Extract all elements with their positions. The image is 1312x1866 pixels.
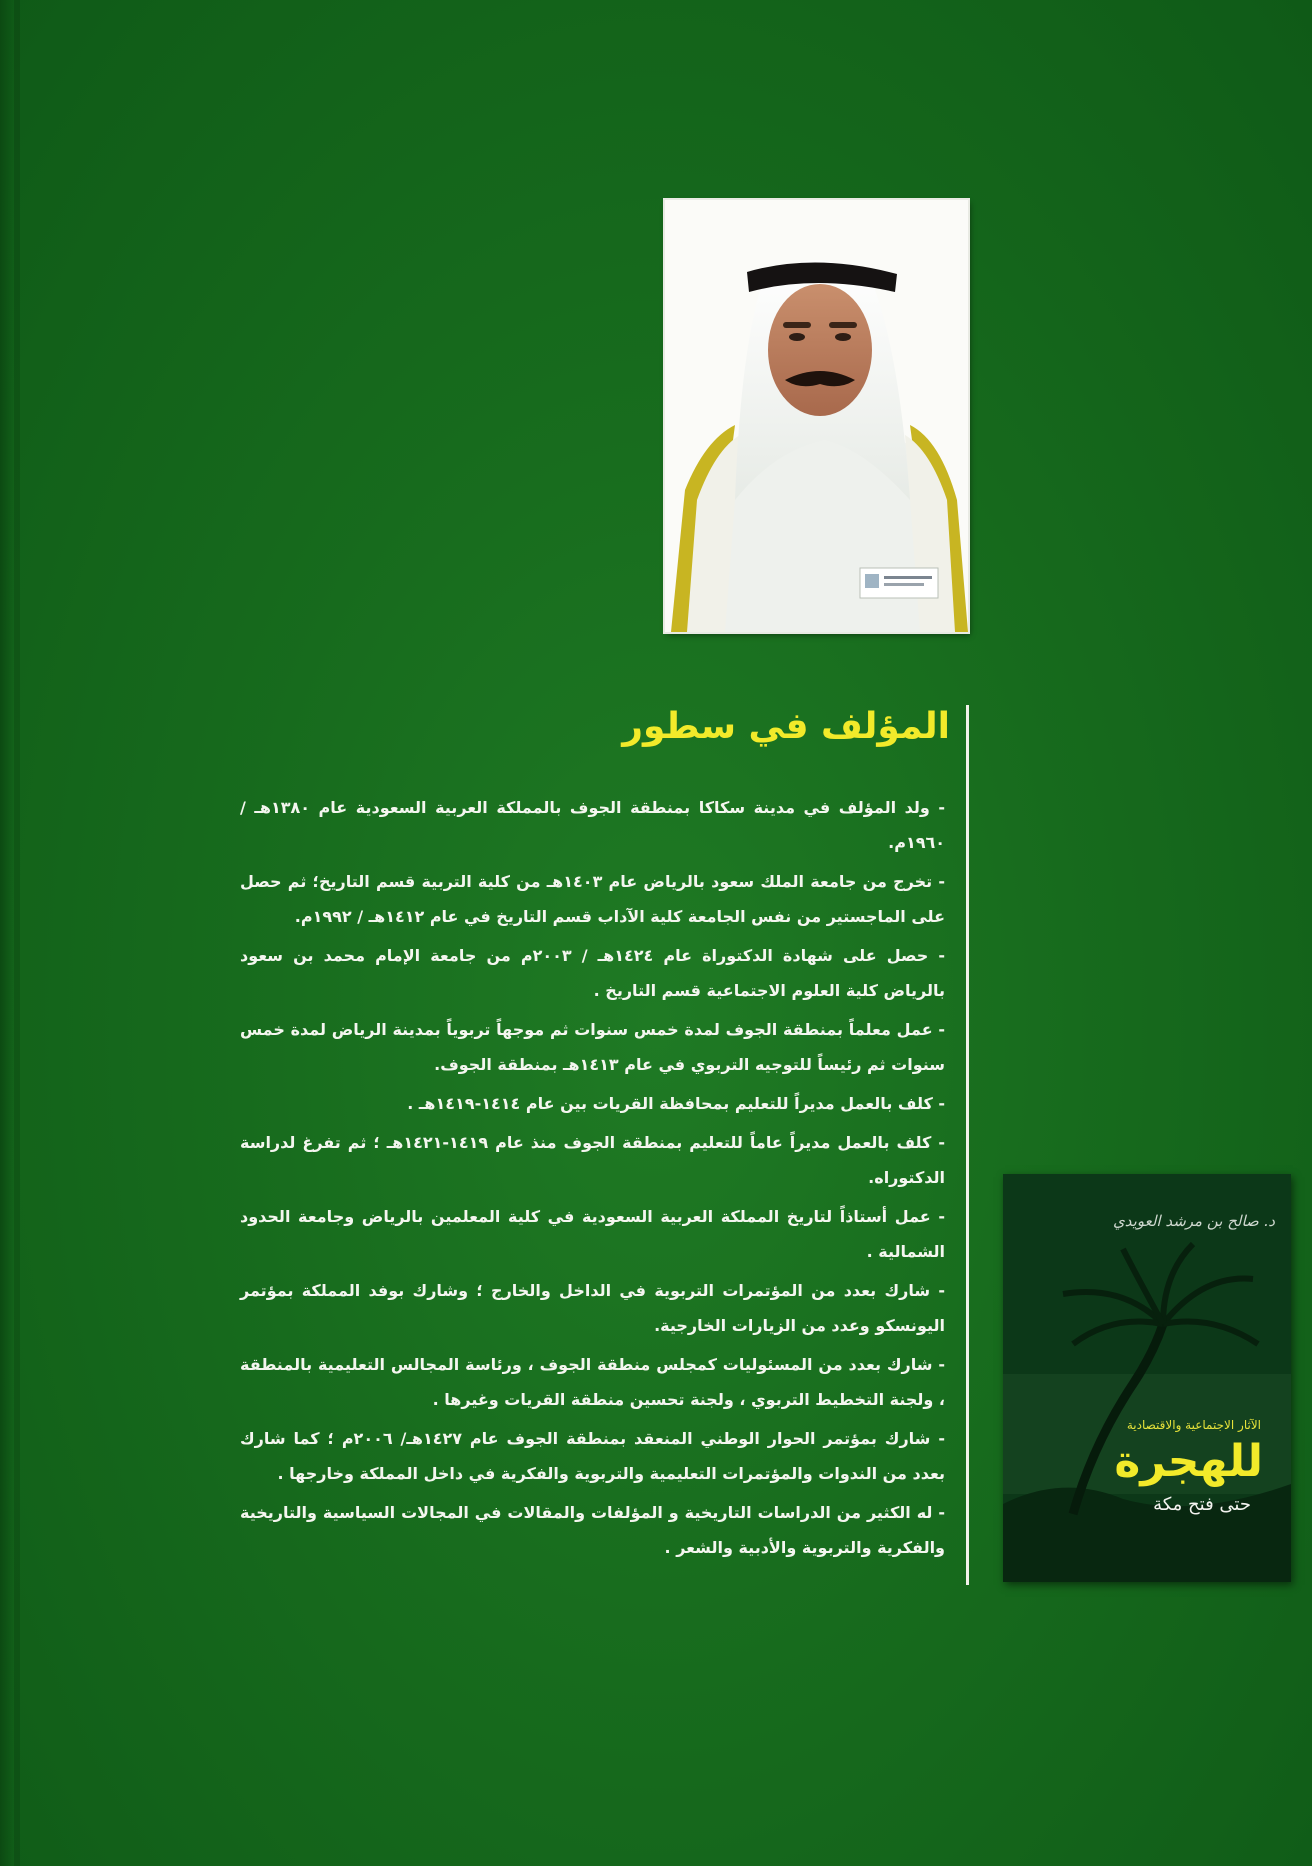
book-thumbnail bbox=[1003, 1174, 1291, 1582]
bio-item: - تخرج من جامعة الملك سعود بالرياض عام ١٤٠٣هـ من كلية التربية قسم التاريخ؛ ثم حصل على الماجستير من نفس الجامعة كلية الآداب قسم التاريخ في عام ١٤١٢هـ / ١٩٩٢م. bbox=[240, 872, 946, 926]
book-title: للهجرة bbox=[1114, 1436, 1263, 1487]
bio-item: - كلف بالعمل مديراً عاماً للتعليم بمنطقة الجوف منذ عام ١٤١٩-١٤٢١هـ ؛ ثم تفرغ لدراسة الدكتوراه. bbox=[240, 1133, 945, 1187]
spine-shadow bbox=[14, 0, 20, 1866]
bio-item: - له الكثير من الدراسات التاريخية و المؤلفات والمقالات في المجالات السياسية والتاريخية والفكرية والتربوية والأدبية والشعر . bbox=[240, 1503, 945, 1557]
cover-edge bbox=[0, 0, 14, 1866]
author-portrait-illustration bbox=[665, 200, 968, 632]
bio-item: - شارك بعدد من المسئوليات كمجلس منطقة الجوف ، ورئاسة المجالس التعليمية بالمنطقة ، ولجنة التخطيط التربوي ، ولجنة تحسين منطقة القريات وغيرها . bbox=[240, 1355, 945, 1409]
book-tagline: حتى فتح مكة bbox=[1153, 1494, 1251, 1515]
bio-item: - شارك بمؤتمر الحوار الوطني المنعقد بمنطقة الجوف عام ١٤٢٧هـ/ ٢٠٠٦م ؛ كما شارك بعدد من الندوات والمؤتمرات التعليمية والتربوية والفكرية في داخل المملكة وخارجها . bbox=[240, 1429, 945, 1483]
bio-divider bbox=[966, 705, 969, 1585]
bio-item: - ولد المؤلف في مدينة سكاكا بمنطقة الجوف بالمملكة العربية السعودية عام ١٣٨٠هـ / ١٩٦٠م. bbox=[240, 798, 945, 852]
bio-list bbox=[240, 790, 945, 1569]
bio-item: - شارك بعدد من المؤتمرات التربوية في الداخل والخارج ؛ وشارك بوفد المملكة بمؤتمر اليونسكو وعدد من الزيارات الخارجية. bbox=[240, 1281, 945, 1335]
book-subtitle: الآثار الاجتماعية والاقتصادية bbox=[1126, 1418, 1261, 1432]
book-author: د. صالح بن مرشد العويدي bbox=[1113, 1212, 1275, 1230]
palm-tree-illustration bbox=[1003, 1174, 1291, 1582]
bio-item: - عمل أستاذاً لتاريخ المملكة العربية السعودية في كلية المعلمين بالرياض وجامعة الحدود الشمالية . bbox=[240, 1207, 945, 1261]
bio-item: - عمل معلماً بمنطقة الجوف لمدة خمس سنوات ثم موجهاً تربوياً بمدينة الرياض لمدة خمس سنوات ثم رئيساً للتوجيه التربوي في عام ١٤١٣هـ بمنطقة الجوف. bbox=[240, 1020, 945, 1074]
bio-item: - كلف بالعمل مديراً للتعليم بمحافظة القريات بين عام ١٤١٤-١٤١٩هـ . bbox=[407, 1094, 945, 1113]
author-photo bbox=[665, 200, 968, 632]
bio-item: - حصل على شهادة الدكتوراة عام ١٤٢٤هـ / ٢٠٠٣م من جامعة الإمام محمد بن سعود بالرياض كلية العلوم الاجتماعية قسم التاريخ . bbox=[240, 946, 946, 1000]
bio-heading: المؤلف في سطور bbox=[622, 706, 950, 747]
